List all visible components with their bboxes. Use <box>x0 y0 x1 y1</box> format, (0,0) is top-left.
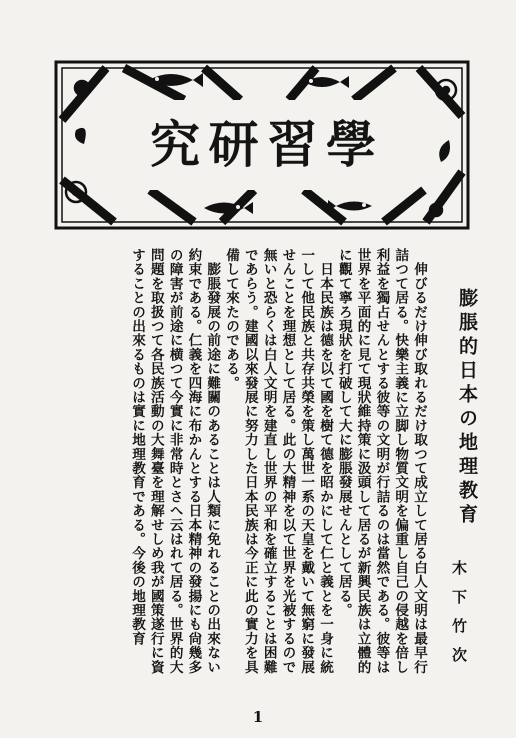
decorative-banner <box>54 60 470 230</box>
banner-char-3: 習 <box>267 115 318 174</box>
banner-title <box>150 100 376 190</box>
page-number: 1 <box>252 708 264 726</box>
article-title: 膨脹的日本の地理教育 <box>456 288 478 528</box>
banner-char-2: 研 <box>208 115 259 174</box>
article-body <box>127 248 428 688</box>
paragraph-2: 日本民族は德を以て國を樹て德を昭かにして仁と義とを一身に統一して他民族と共存共榮を策し萬世一系の天皇を戴いて無窮に發展せんことを理想として居る。此の大精神を以て世界を光被するので無いと恐らくは白人文明を建直し世界の平和を確立することは困難であらう。建國以來發展に努力した日本民族は今正に此の實力を具備して來たのである。 <box>223 248 334 674</box>
paragraph-1: 伸びるだけ伸び取れるだけ取つて成立して居る白人文明は最早行詰つて居る。快樂主義に立脚し物質文明を偏重し自己の侵越を倍し利益を獨占せんとする彼等の文明が行詰るのは當然である。彼等は世界を平面的に見て現狀維持策に汲頭して居るが新興民族は立體的に觀て寧ろ現狀を打破して大に膨脹發展せんとして居る。 <box>335 248 427 674</box>
paragraph-3: 膨脹發展の前途に難關のあることは人類に免れることの出來ない約束である。仁義を四海に布かんとする日本精神の發揚にも尙幾多の障害が前途に横つて今實に非常時とさへ云はれて居る。世界的大問題を取扱つて各民族活動の大舞臺を理解せしめ我が國策遂行に資することの出來るものは實に地理教育である。今後の地理教育 <box>129 248 221 674</box>
banner-char-4: 學 <box>325 115 376 174</box>
author-name: 木下竹次 <box>450 560 468 676</box>
banner-char-1: 究 <box>150 115 200 174</box>
